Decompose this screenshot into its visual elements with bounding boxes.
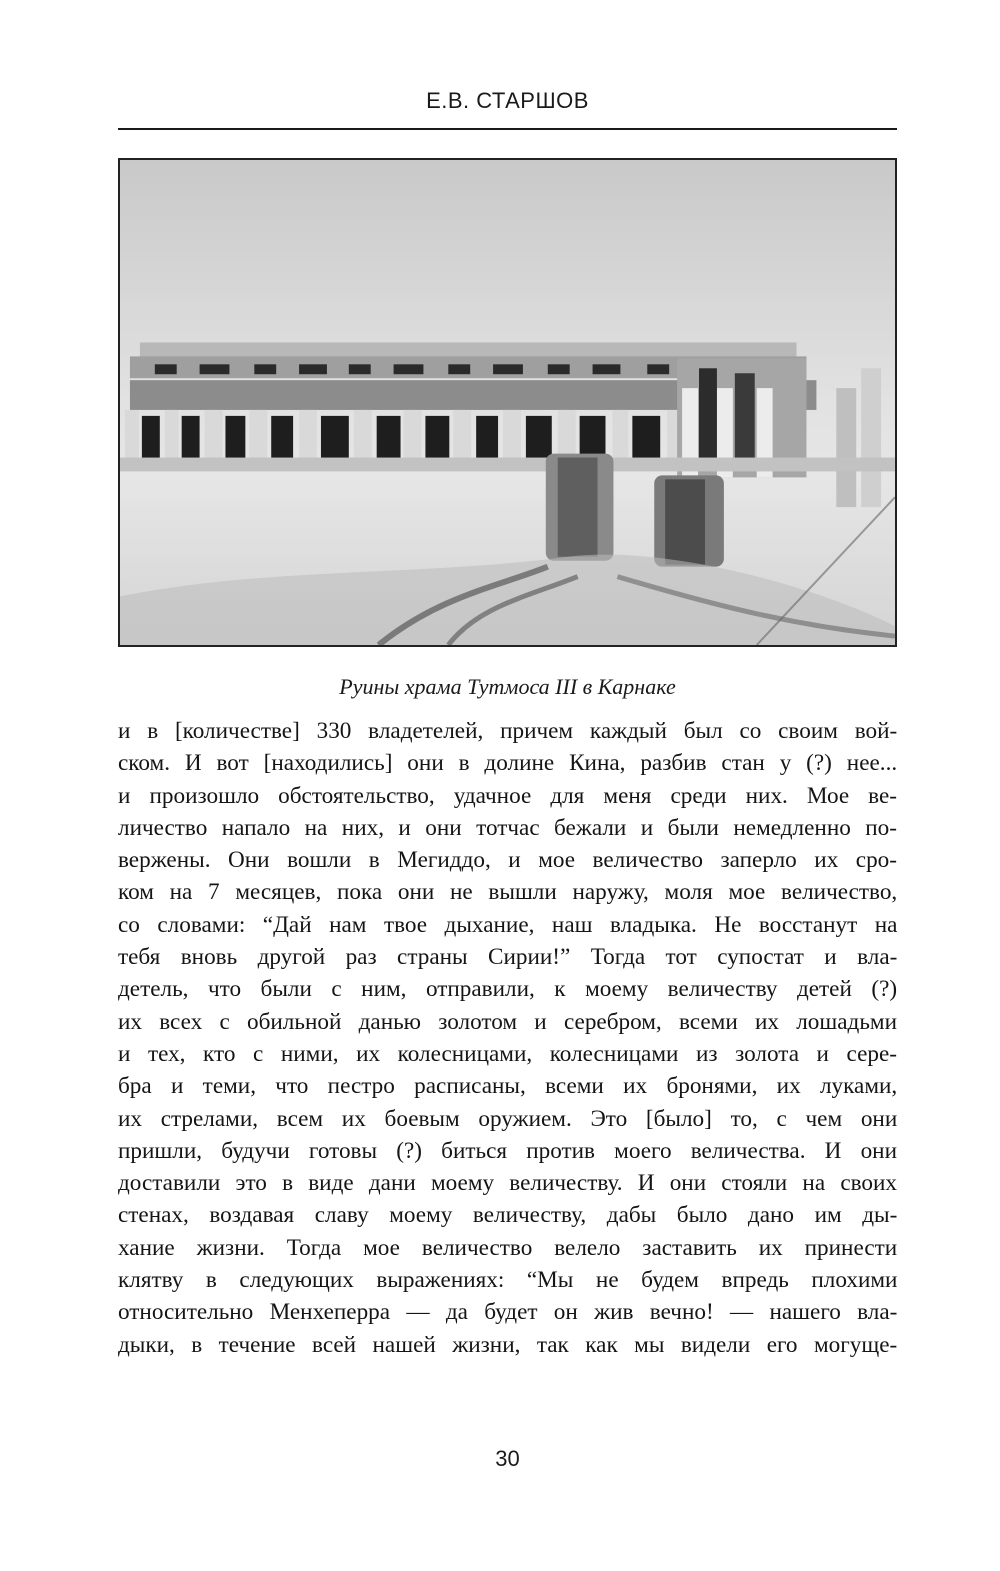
text-line: тебя вновь другой раз страны Сирии!” Тогда тот супостат и вла- (118, 944, 898, 971)
text-line: личество напало на них, и они тотчас бежали и были немедленно по- (118, 814, 897, 841)
text-line: клятву в следующих выражениях: “Мы не будем впредь плохими (118, 1267, 898, 1294)
text-line: со словами: “Дай нам твое дыхание, наш владыка. Не восстанут на (118, 911, 898, 938)
text-line: вержены. Они вошли в Мегиддо, и мое величество заперло их сро- (118, 847, 897, 874)
figure-caption: Руины храма Тутмоса III в Карнаке (339, 674, 676, 699)
text-line: и произошло обстоятельство, удачное для меня среди них. Мое ве- (118, 782, 897, 809)
body-text (118, 715, 897, 1361)
text-line: их всех с обильной данью золотом и серебром, всеми их лошадьми (118, 1008, 897, 1035)
text-line: и тех, кто с ними, их колесницами, колесницами из золота и сере- (118, 1040, 897, 1067)
text-line: и в [количестве] 330 владетелей, причем каждый был со своим вой- (118, 718, 898, 744)
photo-illustration (120, 160, 895, 645)
text-line: доставили это в виде дани моему величеству. И они стояли на своих (118, 1170, 897, 1197)
text-line: детель, что были с ним, отправили, к моему величеству детей (?) (118, 976, 898, 1003)
text-line: их стрелами, всем их боевым оружием. Это [было] то, с чем они (118, 1105, 898, 1132)
running-title: Е.В. СТАРШОВ (426, 88, 589, 113)
text-line: относительно Менхеперра — да будет он жив вечно! — нашего вла- (118, 1299, 898, 1326)
text-line: ском. И вот [находились] они в долине Кина, разбив стан у (?) нее... (118, 750, 898, 777)
page-number: 30 (495, 1446, 520, 1471)
header-rule (118, 128, 897, 130)
text-line: пришли, будучи готовы (?) биться против моего величества. И они (118, 1137, 897, 1164)
text-line: стенах, воздавая славу моему величеству, дабы было дано им ды- (118, 1202, 898, 1229)
text-line: ком на 7 месяцев, пока они не вышли наружу, моля мое величество, (118, 879, 898, 906)
text-line: бра и теми, что пестро расписаны, всеми их бронями, их луками, (118, 1073, 898, 1100)
temple-ruins-photo (118, 158, 897, 647)
text-line: хание жизни. Тогда мое величество велело заставить их принести (118, 1234, 898, 1261)
text-line: дыки, в течение всей нашей жизни, так как мы видели его могуще- (118, 1331, 898, 1358)
